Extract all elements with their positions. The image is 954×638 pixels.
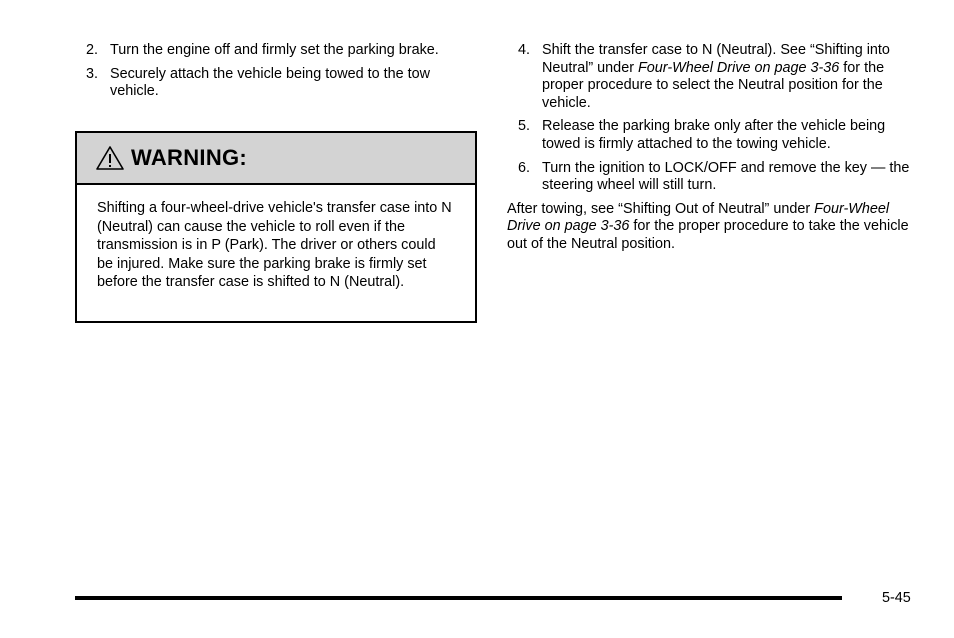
cross-reference: Four-Wheel Drive on page 3-36 xyxy=(638,59,840,76)
list-item xyxy=(84,42,476,60)
item-text xyxy=(542,42,917,112)
item-text: Release the parking brake only after the vehicle being towed is firmly attached to the towing vehicle. xyxy=(542,118,886,152)
item-text: Turn the ignition to LOCK/OFF and remove the key — the steering wheel will still turn. xyxy=(542,159,910,194)
paragraph-text-before: After towing, see “Shifting Out of Neutral” under xyxy=(507,200,815,217)
paragraph-text-after: for the proper procedure to take the vehicle out of the Neutral position. xyxy=(507,218,909,252)
warning-title: WARNING: xyxy=(131,145,248,170)
item-text-before: Shift the transfer case to N (Neutral). See “Shifting into Neutral” under xyxy=(542,42,890,76)
list-item xyxy=(84,66,476,101)
warning-triangle-icon xyxy=(95,145,125,171)
list-item xyxy=(507,42,917,112)
left-column xyxy=(84,42,476,107)
after-towing-paragraph xyxy=(507,201,917,254)
item-text-after: for the proper procedure to select the Neutral position for the vehicle. xyxy=(542,59,885,111)
warning-text: Shifting a four-wheel-drive vehicle's transfer case into N (Neutral) can cause the vehicle to roll even if the transmission is in P (Park). The driver or others could be injured. Make sure the parking brake is firmly set before the transfer case is shifted to N (Neutral). xyxy=(97,200,452,291)
cross-reference: Four-Wheel Drive on page 3-36 xyxy=(507,200,890,235)
page-number: 5-45 xyxy=(882,590,911,606)
footer-rule xyxy=(75,596,842,600)
item-number: 2. xyxy=(86,42,99,58)
item-number: 5. xyxy=(518,118,531,135)
right-column xyxy=(507,42,917,254)
warning-box xyxy=(75,131,477,323)
item-number: 6. xyxy=(518,159,531,176)
item-text: Securely attach the vehicle being towed to the tow vehicle. xyxy=(110,65,430,100)
list-item xyxy=(507,160,917,195)
list-item xyxy=(507,118,917,153)
item-number: 3. xyxy=(86,65,99,82)
warning-header xyxy=(77,133,475,185)
item-text: Turn the engine off and firmly set the parking brake. xyxy=(110,42,439,58)
item-number: 4. xyxy=(518,42,531,58)
